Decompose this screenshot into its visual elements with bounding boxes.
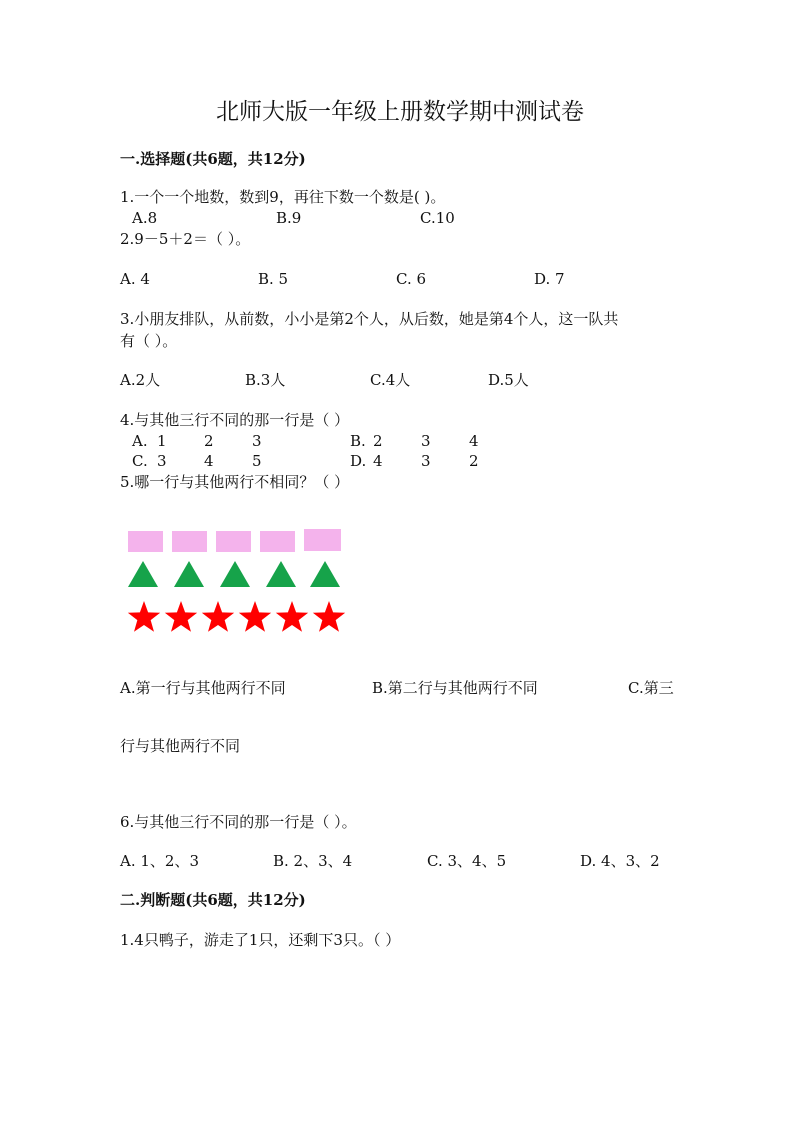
- question-1-stem: 1.一个一个地数，数到9，再往下数一个数是( )。: [120, 188, 446, 206]
- question-6-option-d: D. 4、3、2: [580, 852, 660, 870]
- red-star: [239, 601, 271, 632]
- judgement-1-stem: 1.4只鸭子，游走了1只，还剩下3只。（ ）: [120, 931, 401, 949]
- question-1-option-a: A.8: [132, 209, 158, 227]
- star-row: [128, 601, 345, 632]
- question-3-option-a: A.2人: [120, 371, 161, 389]
- question-4-option-a-letter: A.: [132, 432, 148, 450]
- section-heading-judgement: 二.判断题(共6题，共12分): [120, 891, 306, 909]
- question-5-option-c-continued: 行与其他两行不同: [120, 737, 241, 755]
- question-4-stem: 4.与其他三行不同的那一行是（ ）: [120, 411, 350, 429]
- question-4-option-a-num: 3: [252, 432, 262, 450]
- question-6-option-b: B. 2、3、4: [273, 852, 353, 870]
- green-triangle: [128, 561, 158, 587]
- pink-rectangle: [128, 531, 163, 552]
- question-4-option-d-letter: D.: [350, 452, 367, 470]
- red-star: [165, 601, 197, 632]
- question-6-stem: 6.与其他三行不同的那一行是（ ）。: [120, 813, 357, 831]
- question-4-option-d-num: 4: [373, 452, 383, 470]
- question-4-option-d-num: 3: [421, 452, 431, 470]
- green-triangle: [220, 561, 250, 587]
- question-4-option-b-letter: B.: [350, 432, 366, 450]
- question-4-option-c-num: 5: [252, 452, 262, 470]
- pink-rectangle: [260, 531, 295, 552]
- question-4-option-d-num: 2: [469, 452, 479, 470]
- green-triangle: [310, 561, 340, 587]
- question-4-option-c-letter: C.: [132, 452, 148, 470]
- pink-rectangle: [172, 531, 207, 552]
- red-star: [313, 601, 345, 632]
- question-6-option-c: C. 3、4、5: [427, 852, 507, 870]
- question-5-option-a: A.第一行与其他两行不同: [120, 679, 286, 697]
- red-star: [276, 601, 308, 632]
- pink-rectangle: [216, 531, 251, 552]
- question-3-option-b: B.3人: [245, 371, 286, 389]
- page-title: 北师大版一年级上册数学期中测试卷: [216, 99, 584, 125]
- question-4-option-c-num: 3: [157, 452, 167, 470]
- red-star: [202, 601, 234, 632]
- question-2-stem: 2.9－5＋2＝（ ）。: [120, 230, 251, 248]
- question-2-option-a: A. 4: [120, 270, 150, 288]
- question-3-option-c: C.4人: [370, 371, 411, 389]
- green-triangle: [174, 561, 204, 587]
- question-6-option-a: A. 1、2、3: [120, 852, 199, 870]
- question-5-option-c: C.第三: [628, 679, 674, 697]
- question-1-option-b: B.9: [276, 209, 302, 227]
- question-3-option-d: D.5人: [488, 371, 529, 389]
- question-4-option-b-num: 4: [469, 432, 479, 450]
- question-5-option-b: B.第二行与其他两行不同: [372, 679, 538, 697]
- green-triangle: [266, 561, 296, 587]
- question-4-option-a-num: 1: [157, 432, 167, 450]
- question-4-option-b-num: 3: [421, 432, 431, 450]
- section-heading-choice: 一.选择题(共6题，共12分): [120, 150, 306, 168]
- shapes-figure: [120, 520, 360, 640]
- pink-rectangle: [304, 529, 341, 551]
- triangle-row: [128, 561, 340, 587]
- question-3-stem-line-1: 3.小朋友排队，从前数，小小是第2个人，从后数，她是第4个人，这一队共: [120, 310, 619, 328]
- question-4-option-a-num: 2: [204, 432, 214, 450]
- question-3-stem-line-2: 有（ ）。: [120, 332, 178, 350]
- question-2-option-d: D. 7: [534, 270, 565, 288]
- question-5-stem: 5.哪一行与其他两行不相同？（ ）: [120, 473, 350, 491]
- question-2-option-b: B. 5: [258, 270, 289, 288]
- question-4-option-b-num: 2: [373, 432, 383, 450]
- question-4-option-c-num: 4: [204, 452, 214, 470]
- rectangle-row: [128, 529, 341, 552]
- question-1-option-c: C.10: [420, 209, 455, 227]
- red-star: [128, 601, 160, 632]
- question-2-option-c: C. 6: [396, 270, 427, 288]
